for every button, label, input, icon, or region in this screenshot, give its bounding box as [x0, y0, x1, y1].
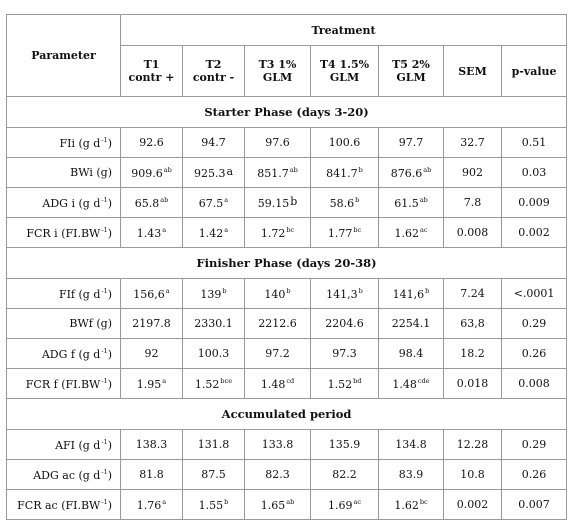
- treatment-column-header: [311, 46, 379, 97]
- pvalue-cell: 0.29: [502, 430, 567, 460]
- value: 1.65: [260, 498, 286, 512]
- value-cell: [183, 128, 245, 158]
- value: 1.69: [327, 498, 353, 512]
- significance-letter: ab: [160, 195, 169, 204]
- value: 1.48: [392, 377, 417, 391]
- value-cell: [245, 430, 311, 460]
- parameter-cell: [7, 309, 121, 339]
- value-cell: [121, 339, 183, 369]
- parameter-header: Parameter: [7, 15, 121, 97]
- pvalue-cell: 0.03: [502, 158, 567, 188]
- column-subtitle: contr +: [128, 71, 175, 84]
- value-cell: [121, 309, 183, 339]
- parameter-label: FCR f (FI.BW: [25, 377, 101, 391]
- significance-letter: ac: [419, 225, 428, 234]
- column-title: T2: [205, 58, 222, 71]
- value-cell: [379, 279, 444, 309]
- significance-letter: ab: [286, 497, 295, 506]
- pvalue-cell: 0.008: [502, 369, 567, 399]
- value: 94.7: [201, 136, 226, 149]
- table-body: [7, 97, 567, 520]
- value-cell: [245, 369, 311, 399]
- parameter-label: ADG f (g d: [41, 347, 101, 361]
- value-cell: [379, 188, 444, 218]
- value: 2212.6: [258, 317, 297, 330]
- column-title: T3 1%: [258, 58, 297, 71]
- parameter-label: FCR ac (FI.BW: [17, 498, 101, 512]
- column-subtitle: GLM: [396, 71, 426, 84]
- value: 139: [200, 287, 222, 301]
- parameter-label: ADG i (g d: [42, 196, 101, 210]
- value: 1.95: [136, 377, 162, 391]
- table-row: [7, 460, 567, 490]
- parameter-cell: [7, 339, 121, 369]
- value: 135.9: [328, 438, 361, 451]
- pvalue-cell: 0.26: [502, 460, 567, 490]
- significance-letter: a: [226, 165, 234, 178]
- parameter-cell: [7, 369, 121, 399]
- significance-letter: cde: [417, 376, 430, 385]
- value-cell: [311, 490, 379, 520]
- parameter-label-end: ): [107, 438, 112, 452]
- value: 100.6: [328, 136, 361, 149]
- pvalue-cell: 0.51: [502, 128, 567, 158]
- value: 1.52: [194, 377, 220, 391]
- value: 1.76: [136, 498, 162, 512]
- value-cell: [379, 490, 444, 520]
- value: 134.8: [395, 438, 427, 451]
- value: 1.72: [260, 226, 286, 240]
- value: 2330.1: [194, 317, 233, 330]
- sem-cell: 0.018: [444, 369, 502, 399]
- value-cell: [245, 158, 311, 188]
- parameter-label-end: ): [107, 468, 112, 482]
- value: 97.2: [265, 347, 290, 360]
- value: 138.3: [135, 438, 168, 451]
- unit-exponent: -1: [101, 376, 108, 385]
- table-row: [7, 309, 567, 339]
- value-cell: [245, 218, 311, 248]
- value-cell: [121, 128, 183, 158]
- value-cell: [121, 490, 183, 520]
- value-cell: [183, 279, 245, 309]
- value: 82.2: [332, 468, 357, 481]
- unit-exponent: -1: [101, 225, 108, 234]
- value: 133.8: [261, 438, 294, 451]
- value: 87.5: [201, 468, 226, 481]
- sem-cell: 32.7: [444, 128, 502, 158]
- value: 141,3: [326, 287, 358, 301]
- value: 83.9: [398, 468, 424, 481]
- value-cell: [183, 490, 245, 520]
- value-cell: [121, 279, 183, 309]
- value: 2204.6: [325, 317, 364, 330]
- sem-cell: 7.24: [444, 279, 502, 309]
- value: 925.3: [193, 167, 226, 180]
- sem-cell: 63,8: [444, 309, 502, 339]
- parameter-cell: [7, 128, 121, 158]
- value-cell: [379, 309, 444, 339]
- parameter-label: AFI (g d: [55, 438, 101, 452]
- value-cell: [311, 188, 379, 218]
- treatment-column-header: [121, 46, 183, 97]
- pvalue-header: p-value: [502, 46, 567, 97]
- column-subtitle: GLM: [262, 71, 293, 84]
- table-row: [7, 490, 567, 520]
- parameter-label-end: ): [107, 347, 112, 361]
- parameter-label-end: ): [107, 287, 112, 301]
- value: 841.7: [326, 166, 358, 180]
- results-table: [6, 14, 567, 520]
- parameter-label: FIi (g d: [59, 136, 101, 150]
- value: 97.3: [332, 347, 357, 360]
- phase-title: Accumulated period: [7, 399, 567, 430]
- value-cell: [121, 188, 183, 218]
- value-cell: [183, 339, 245, 369]
- value-cell: [183, 430, 245, 460]
- value: 1.48: [260, 377, 286, 391]
- value-cell: [183, 309, 245, 339]
- value-cell: [183, 188, 245, 218]
- column-title: T4 1.5%: [319, 58, 370, 71]
- significance-letter: ac: [353, 497, 361, 506]
- significance-letter: ab: [289, 165, 298, 174]
- column-title: T5 2%: [392, 58, 430, 71]
- value: 1.62: [394, 226, 419, 240]
- sem-cell: 12.28: [444, 430, 502, 460]
- value-cell: [121, 369, 183, 399]
- table-row: [7, 128, 567, 158]
- value: 82.3: [265, 468, 290, 481]
- parameter-label-end: ): [107, 196, 112, 210]
- significance-letter: ab: [423, 165, 432, 174]
- value-cell: [245, 188, 311, 218]
- value: 2254.1: [391, 317, 431, 330]
- value: 1.55: [198, 498, 224, 512]
- table-row: [7, 279, 567, 309]
- parameter-cell: [7, 430, 121, 460]
- value-cell: [121, 218, 183, 248]
- value-cell: [311, 279, 379, 309]
- value-cell: [183, 460, 245, 490]
- significance-letter: b: [425, 286, 430, 295]
- value: 97.7: [398, 136, 424, 149]
- value: 140: [264, 287, 286, 301]
- value-cell: [183, 158, 245, 188]
- significance-letter: bc: [286, 225, 295, 234]
- parameter-label: ADG ac (g d: [33, 468, 101, 482]
- value-cell: [379, 339, 444, 369]
- value-cell: [311, 158, 379, 188]
- value-cell: [311, 218, 379, 248]
- value: 1.52: [327, 377, 353, 391]
- significance-letter: a: [224, 195, 229, 204]
- value: 1.62: [394, 498, 419, 512]
- value-cell: [121, 430, 183, 460]
- value-cell: [311, 460, 379, 490]
- significance-letter: ab: [163, 165, 172, 174]
- column-subtitle: GLM: [329, 71, 360, 84]
- value-cell: [311, 309, 379, 339]
- table-row: [7, 430, 567, 460]
- value-cell: [245, 339, 311, 369]
- value: 97.6: [265, 136, 290, 149]
- parameter-label: FCR i (FI.BW: [26, 226, 101, 240]
- value: 141,6: [392, 287, 425, 301]
- value: 65.8: [134, 196, 160, 210]
- value-cell: [379, 218, 444, 248]
- pvalue-cell: <.0001: [502, 279, 567, 309]
- value-cell: [183, 369, 245, 399]
- pvalue-cell: 0.002: [502, 218, 567, 248]
- parameter-label: BWi (g): [70, 166, 112, 179]
- value: 876.6: [390, 166, 423, 180]
- pvalue-cell: 0.26: [502, 339, 567, 369]
- significance-letter: a: [162, 376, 167, 385]
- value-cell: [245, 279, 311, 309]
- parameter-label: BWf (g): [69, 317, 112, 330]
- treatment-column-header: [245, 46, 311, 97]
- parameter-label-end: ): [107, 136, 112, 150]
- value-cell: [311, 339, 379, 369]
- sem-cell: 0.002: [444, 490, 502, 520]
- value-cell: [379, 430, 444, 460]
- significance-letter: ab: [419, 195, 428, 204]
- value-cell: [379, 158, 444, 188]
- parameter-cell: [7, 490, 121, 520]
- value-cell: [311, 369, 379, 399]
- parameter-label: FIf (g d: [58, 287, 101, 301]
- value: 92.6: [139, 136, 164, 149]
- significance-letter: b: [286, 286, 291, 295]
- significance-letter: b: [355, 195, 360, 204]
- value-cell: [183, 218, 245, 248]
- parameter-cell: [7, 218, 121, 248]
- unit-exponent: -1: [101, 497, 108, 506]
- parameter-cell: [7, 158, 121, 188]
- value: 98.4: [398, 347, 424, 360]
- value: 58.6: [329, 196, 355, 210]
- significance-letter: a: [165, 286, 170, 295]
- significance-letter: bc: [353, 225, 362, 234]
- treatment-column-header: [379, 46, 444, 97]
- phase-title: Finisher Phase (days 20-38): [7, 248, 567, 279]
- sem-cell: 18.2: [444, 339, 502, 369]
- phase-row: [7, 399, 567, 430]
- value: 92: [144, 347, 159, 360]
- sem-cell: 0.008: [444, 218, 502, 248]
- significance-letter: bc: [419, 497, 428, 506]
- unit-exponent: -1: [101, 346, 108, 355]
- significance-letter: b: [224, 497, 229, 506]
- treatment-column-header: [183, 46, 245, 97]
- unit-exponent: -1: [101, 467, 108, 476]
- phase-row: [7, 97, 567, 128]
- column-subtitle: contr -: [192, 71, 235, 84]
- value: 156,6: [133, 287, 165, 301]
- value-cell: [379, 369, 444, 399]
- sem-cell: 10.8: [444, 460, 502, 490]
- significance-letter: a: [224, 225, 229, 234]
- sem-cell: 7.8: [444, 188, 502, 218]
- sem-cell: 902: [444, 158, 502, 188]
- unit-exponent: -1: [101, 286, 108, 295]
- value-cell: [245, 490, 311, 520]
- significance-letter: a: [162, 497, 167, 506]
- value-cell: [121, 460, 183, 490]
- table-row: [7, 369, 567, 399]
- value: 59.15: [257, 197, 290, 210]
- significance-letter: b: [290, 195, 298, 208]
- table-row: [7, 339, 567, 369]
- significance-letter: b: [222, 286, 227, 295]
- table-row: [7, 218, 567, 248]
- parameter-label-end: ): [107, 377, 112, 391]
- value-cell: [379, 128, 444, 158]
- significance-letter: bce: [220, 376, 233, 385]
- parameter-label-end: ): [107, 498, 112, 512]
- parameter-cell: [7, 460, 121, 490]
- value: 100.3: [197, 347, 230, 360]
- value-cell: [245, 309, 311, 339]
- value: 67.5: [198, 196, 224, 210]
- unit-exponent: -1: [101, 437, 108, 446]
- parameter-cell: [7, 188, 121, 218]
- pvalue-cell: 0.29: [502, 309, 567, 339]
- value: 1.42: [198, 226, 224, 240]
- significance-letter: cd: [286, 376, 295, 385]
- table-row: [7, 158, 567, 188]
- value-cell: [311, 128, 379, 158]
- table-row: [7, 188, 567, 218]
- value-cell: [311, 430, 379, 460]
- value-cell: [245, 460, 311, 490]
- value: 1.43: [136, 226, 162, 240]
- value-cell: [245, 128, 311, 158]
- pvalue-cell: 0.009: [502, 188, 567, 218]
- phase-title: Starter Phase (days 3-20): [7, 97, 567, 128]
- value: 61.5: [394, 196, 419, 210]
- parameter-cell: [7, 279, 121, 309]
- significance-letter: b: [358, 165, 363, 174]
- column-title: T1: [143, 58, 160, 71]
- value: 131.8: [197, 438, 230, 451]
- value: 1.77: [327, 226, 353, 240]
- value: 81.8: [139, 468, 164, 481]
- unit-exponent: -1: [101, 135, 108, 144]
- significance-letter: a: [162, 225, 167, 234]
- pvalue-cell: 0.007: [502, 490, 567, 520]
- parameter-label-end: ): [107, 226, 112, 240]
- value-cell: [379, 460, 444, 490]
- sem-header: SEM: [444, 46, 502, 97]
- phase-row: [7, 248, 567, 279]
- significance-letter: b: [358, 286, 363, 295]
- value-cell: [121, 158, 183, 188]
- unit-exponent: -1: [101, 195, 108, 204]
- value: 851.7: [257, 166, 289, 180]
- treatment-header: Treatment: [121, 15, 567, 46]
- significance-letter: bd: [353, 376, 362, 385]
- value: 2197.8: [132, 317, 171, 330]
- value: 909.6: [131, 166, 163, 180]
